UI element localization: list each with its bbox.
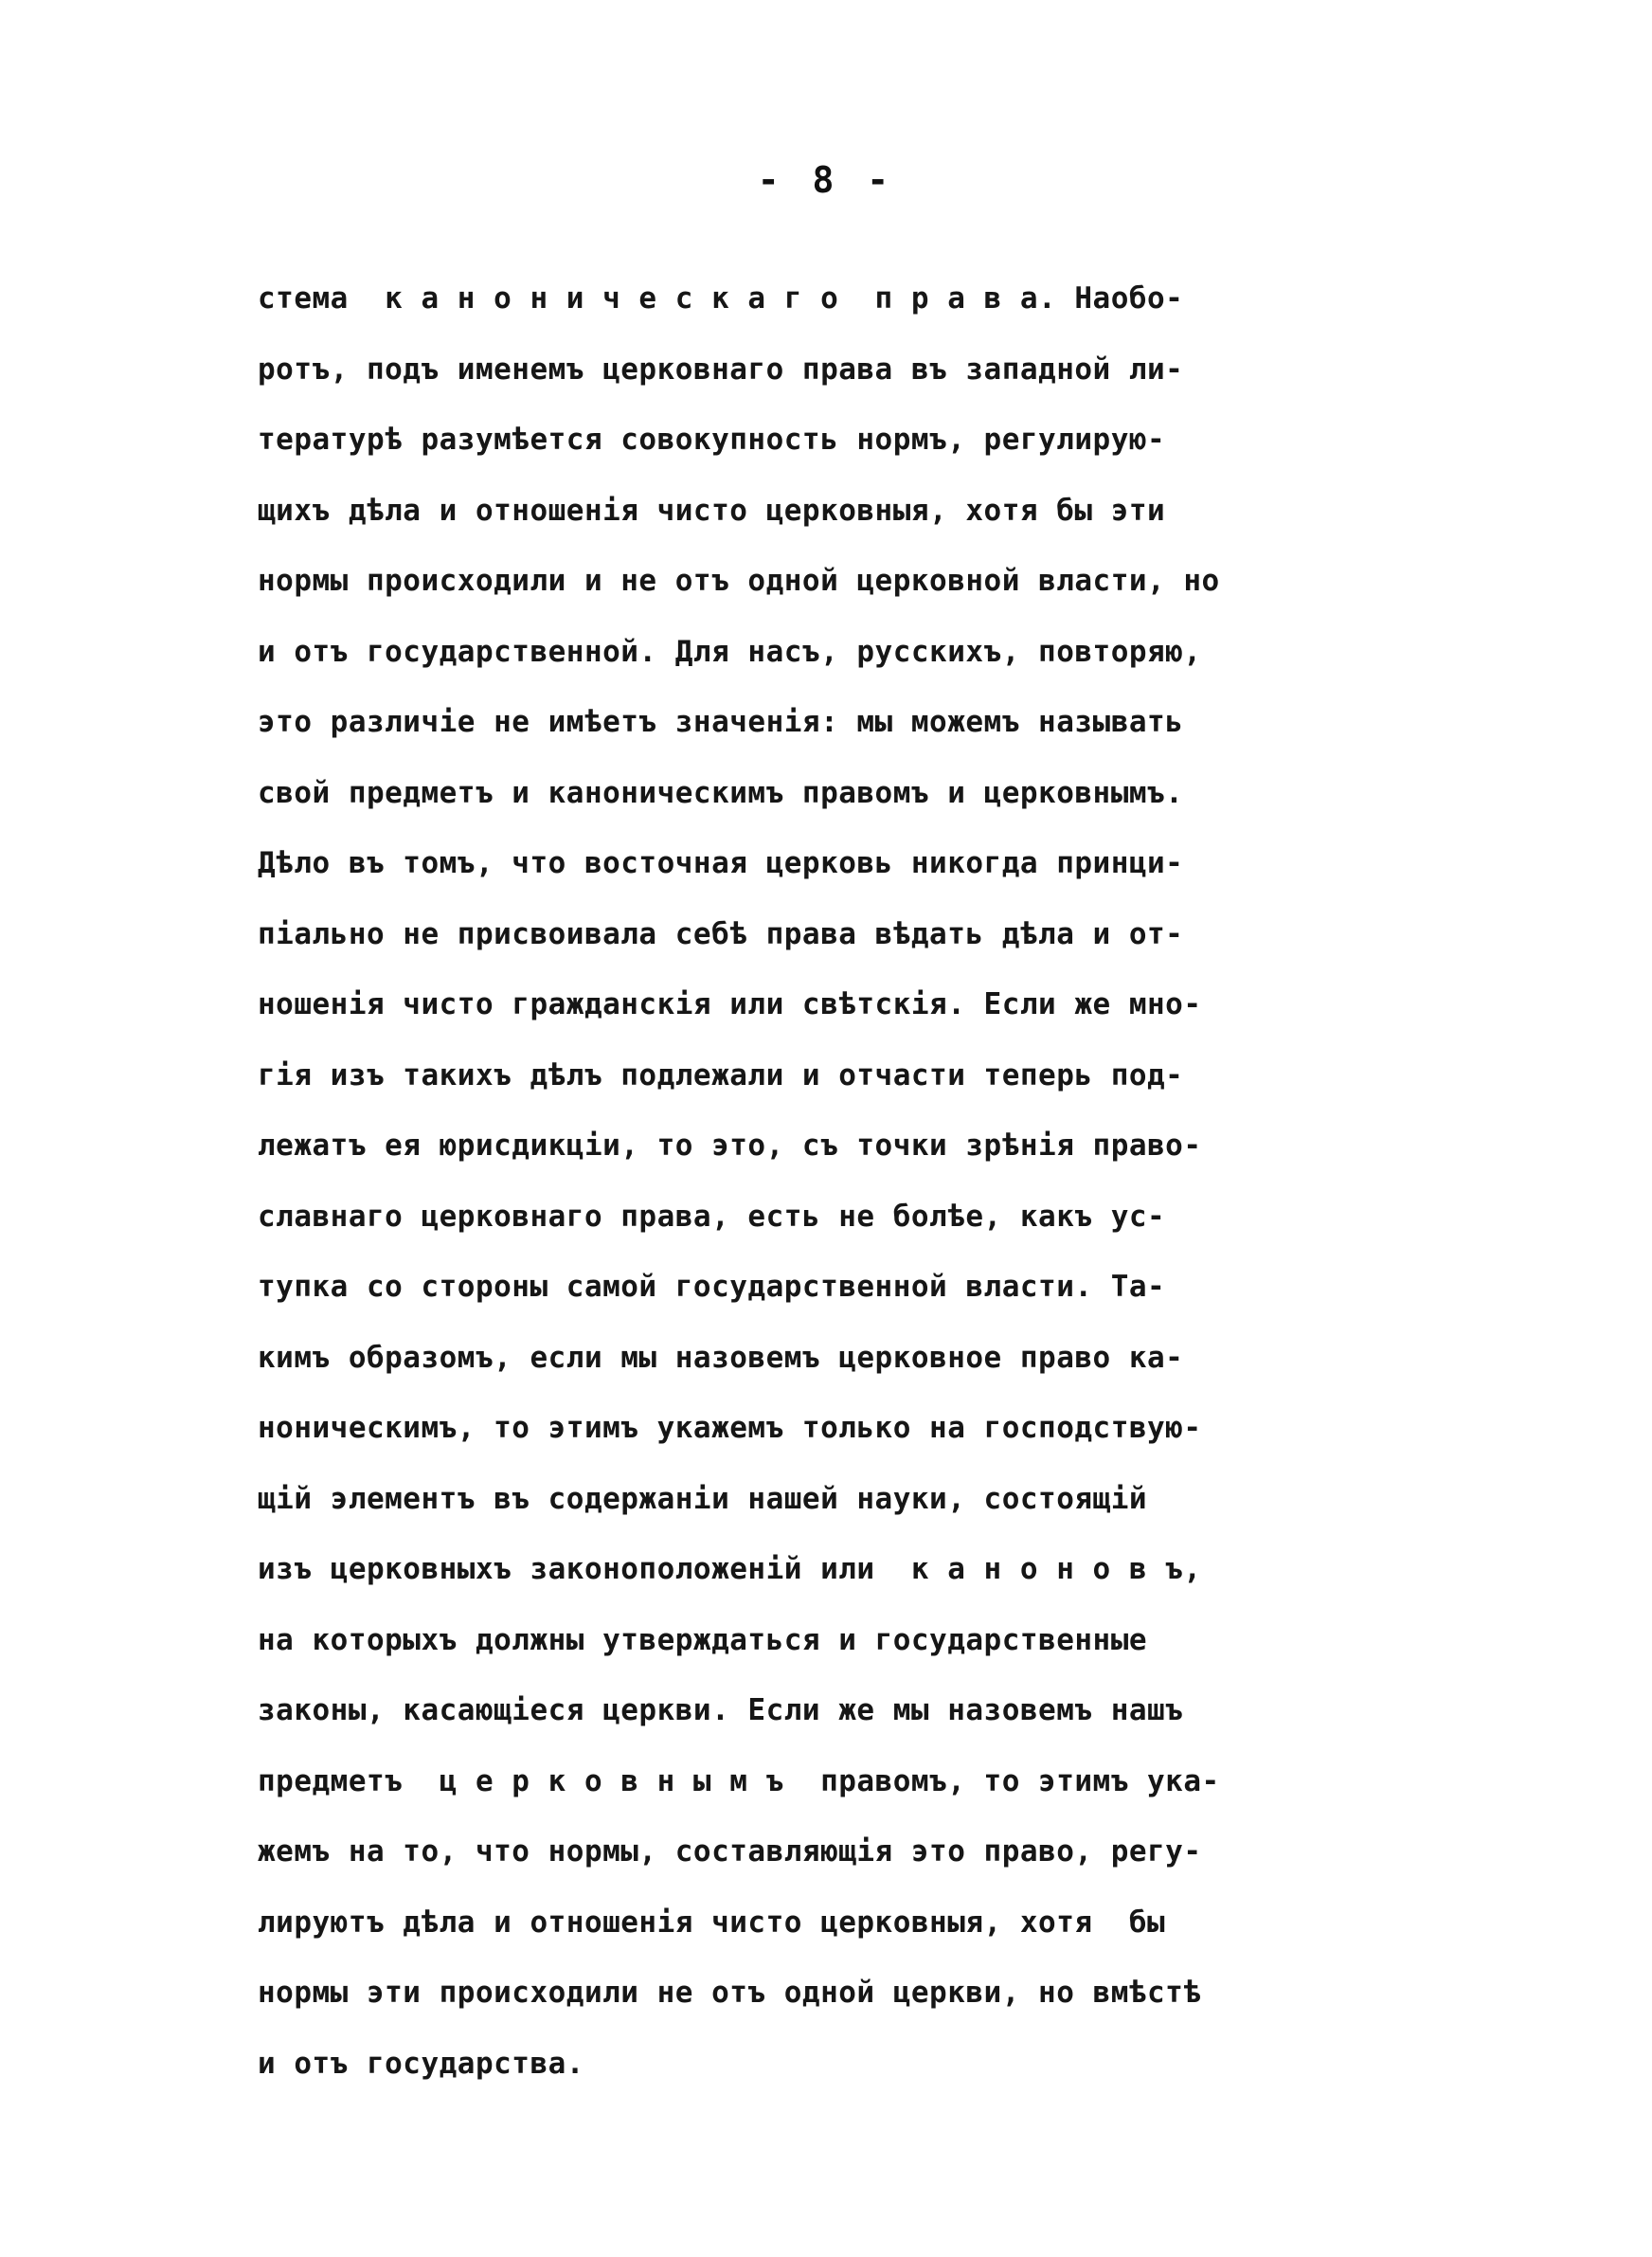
text-line: предметъ ц е р к о в н ы м ъ правомъ, то этимъ ука-	[258, 1763, 1220, 1798]
text-line: кимъ образомъ, если мы назовемъ церковное право ка-	[258, 1340, 1184, 1375]
page-number: - 8 -	[757, 159, 895, 201]
text-line: и отъ государственной. Для насъ, русскихъ, повторяю,	[258, 634, 1202, 669]
text-line: жемъ на то, что нормы, составляющія это право, регу-	[258, 1834, 1202, 1869]
text-line: піально не присвоивала себѣ права вѣдать дѣла и от-	[258, 916, 1184, 951]
text-line: стема к а н о н и ч е с к а г о п р а в а. Наобо-	[258, 281, 1184, 316]
text-line: законы, касающіеся церкви. Если же мы назовемъ нашъ	[258, 1693, 1184, 1727]
text-line: лежатъ ея юрисдикціи, то это, съ точки зрѣнія право-	[258, 1128, 1202, 1163]
text-line: щій элементъ въ содержаніи нашей науки, состоящій	[258, 1481, 1148, 1516]
text-line: щихъ дѣла и отношенія чисто церковныя, хотя бы эти	[258, 493, 1166, 528]
text-line: тературѣ разумѣется совокупность нормъ, регулирую-	[258, 423, 1166, 457]
text-line: тупка со стороны самой государственной власти. Та-	[258, 1270, 1166, 1304]
text-line: на которыхъ должны утверждаться и государственные	[258, 1622, 1148, 1657]
text-line: свой предметъ и каноническимъ правомъ и церковнымъ.	[258, 775, 1184, 810]
text-line: нормы происходили и не отъ одной церковной власти, но	[258, 564, 1220, 598]
text-line: славнаго церковнаго права, есть не болѣе, какъ ус-	[258, 1199, 1166, 1234]
text-line: и отъ государства.	[258, 2046, 584, 2081]
text-line: ноническимъ, то этимъ укажемъ только на господствую-	[258, 1411, 1202, 1445]
text-line: ношенія чисто гражданскія или свѣтскія. Если же мно-	[258, 987, 1202, 1021]
text-line: нормы эти происходили не отъ одной церкви, но вмѣстѣ	[258, 1976, 1202, 2010]
text-line: это различіе не имѣетъ значенія: мы можемъ называть	[258, 705, 1184, 739]
text-line: гія изъ такихъ дѣлъ подлежали и отчасти теперь под-	[258, 1057, 1184, 1092]
text-line: изъ церковныхъ законоположеній или к а н о н о в ъ,	[258, 1552, 1202, 1586]
text-line: лируютъ дѣла и отношенія чисто церковныя, хотя бы	[258, 1905, 1166, 1940]
text-line: ротъ, подъ именемъ церковнаго права въ западной ли-	[258, 352, 1184, 387]
body-text	[258, 263, 1413, 2099]
text-line: Дѣло въ томъ, что восточная церковь никогда принци-	[258, 846, 1184, 880]
